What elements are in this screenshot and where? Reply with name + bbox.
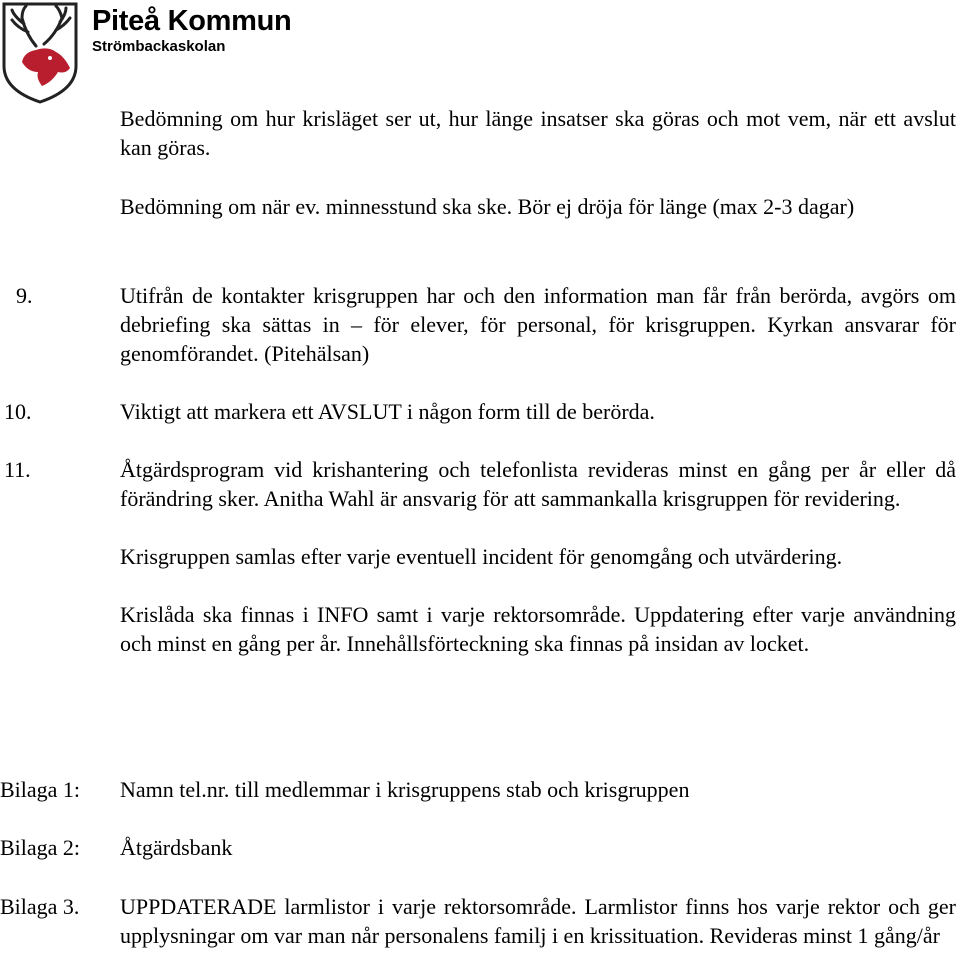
- paragraph-crisis-assessment: Bedömning om hur krisläget ser ut, hur länge insatser ska göras och mot vem, när ett avslut kan göras.: [120, 106, 956, 160]
- attachment-text: Åtgärdsbank: [120, 835, 233, 860]
- paragraph-memorial: Bedömning om när ev. minnesstund ska ske. Bör ej dröja för länge (max 2-3 dagar): [120, 194, 855, 219]
- item-text-crisis-box: Krislåda ska finnas i INFO samt i varje rektorsområde. Uppdatering efter varje användning och minst en gång per år. Innehållsförteckning ska finnas på insidan av locket.: [120, 602, 956, 656]
- item-text-debriefing: Utifrån de kontakter krisgruppen har och den information man får från berörda, avgörs om debriefing ska sättas in – för elever, för personal, för krisgruppen. Kyrkan ansvarar för genomförandet. (Pitehälsan): [120, 283, 956, 366]
- item-text-incident-review: Krisgruppen samlas efter varje eventuell incident för genomgång och utvärdering.: [120, 544, 843, 569]
- coat-of-arms-logo: [0, 0, 80, 104]
- item-number: 10.: [4, 399, 32, 424]
- attachment-label: Bilaga 1:: [0, 777, 81, 802]
- attachment-text: UPPDATERADE larmlistor i varje rektorsområde. Larmlistor finns hos varje rektor och ger upplysningar om var man når personalens familj i en krissituation. Revideras minst 1 gång/år: [120, 894, 956, 948]
- attachment-label: Bilaga 3.: [0, 894, 80, 919]
- attachment-label: Bilaga 2:: [0, 835, 81, 860]
- item-text-action-program: Åtgärdsprogram vid krishantering och telefonlista revideras minst en gång per år eller då förändring sker. Anitha Wahl är ansvarig för att sammankalla krisgruppen för revidering.: [120, 457, 956, 511]
- organization-name: Piteå Kommun: [92, 5, 292, 37]
- department-name: Strömbackaskolan: [92, 38, 226, 55]
- item-text-closure: Viktigt att markera ett AVSLUT i någon form till de berörda.: [120, 399, 655, 424]
- item-number: 9.: [16, 283, 33, 308]
- item-number: 11.: [4, 457, 31, 482]
- attachment-text: Namn tel.nr. till medlemmar i krisgruppens stab och krisgruppen: [120, 777, 690, 802]
